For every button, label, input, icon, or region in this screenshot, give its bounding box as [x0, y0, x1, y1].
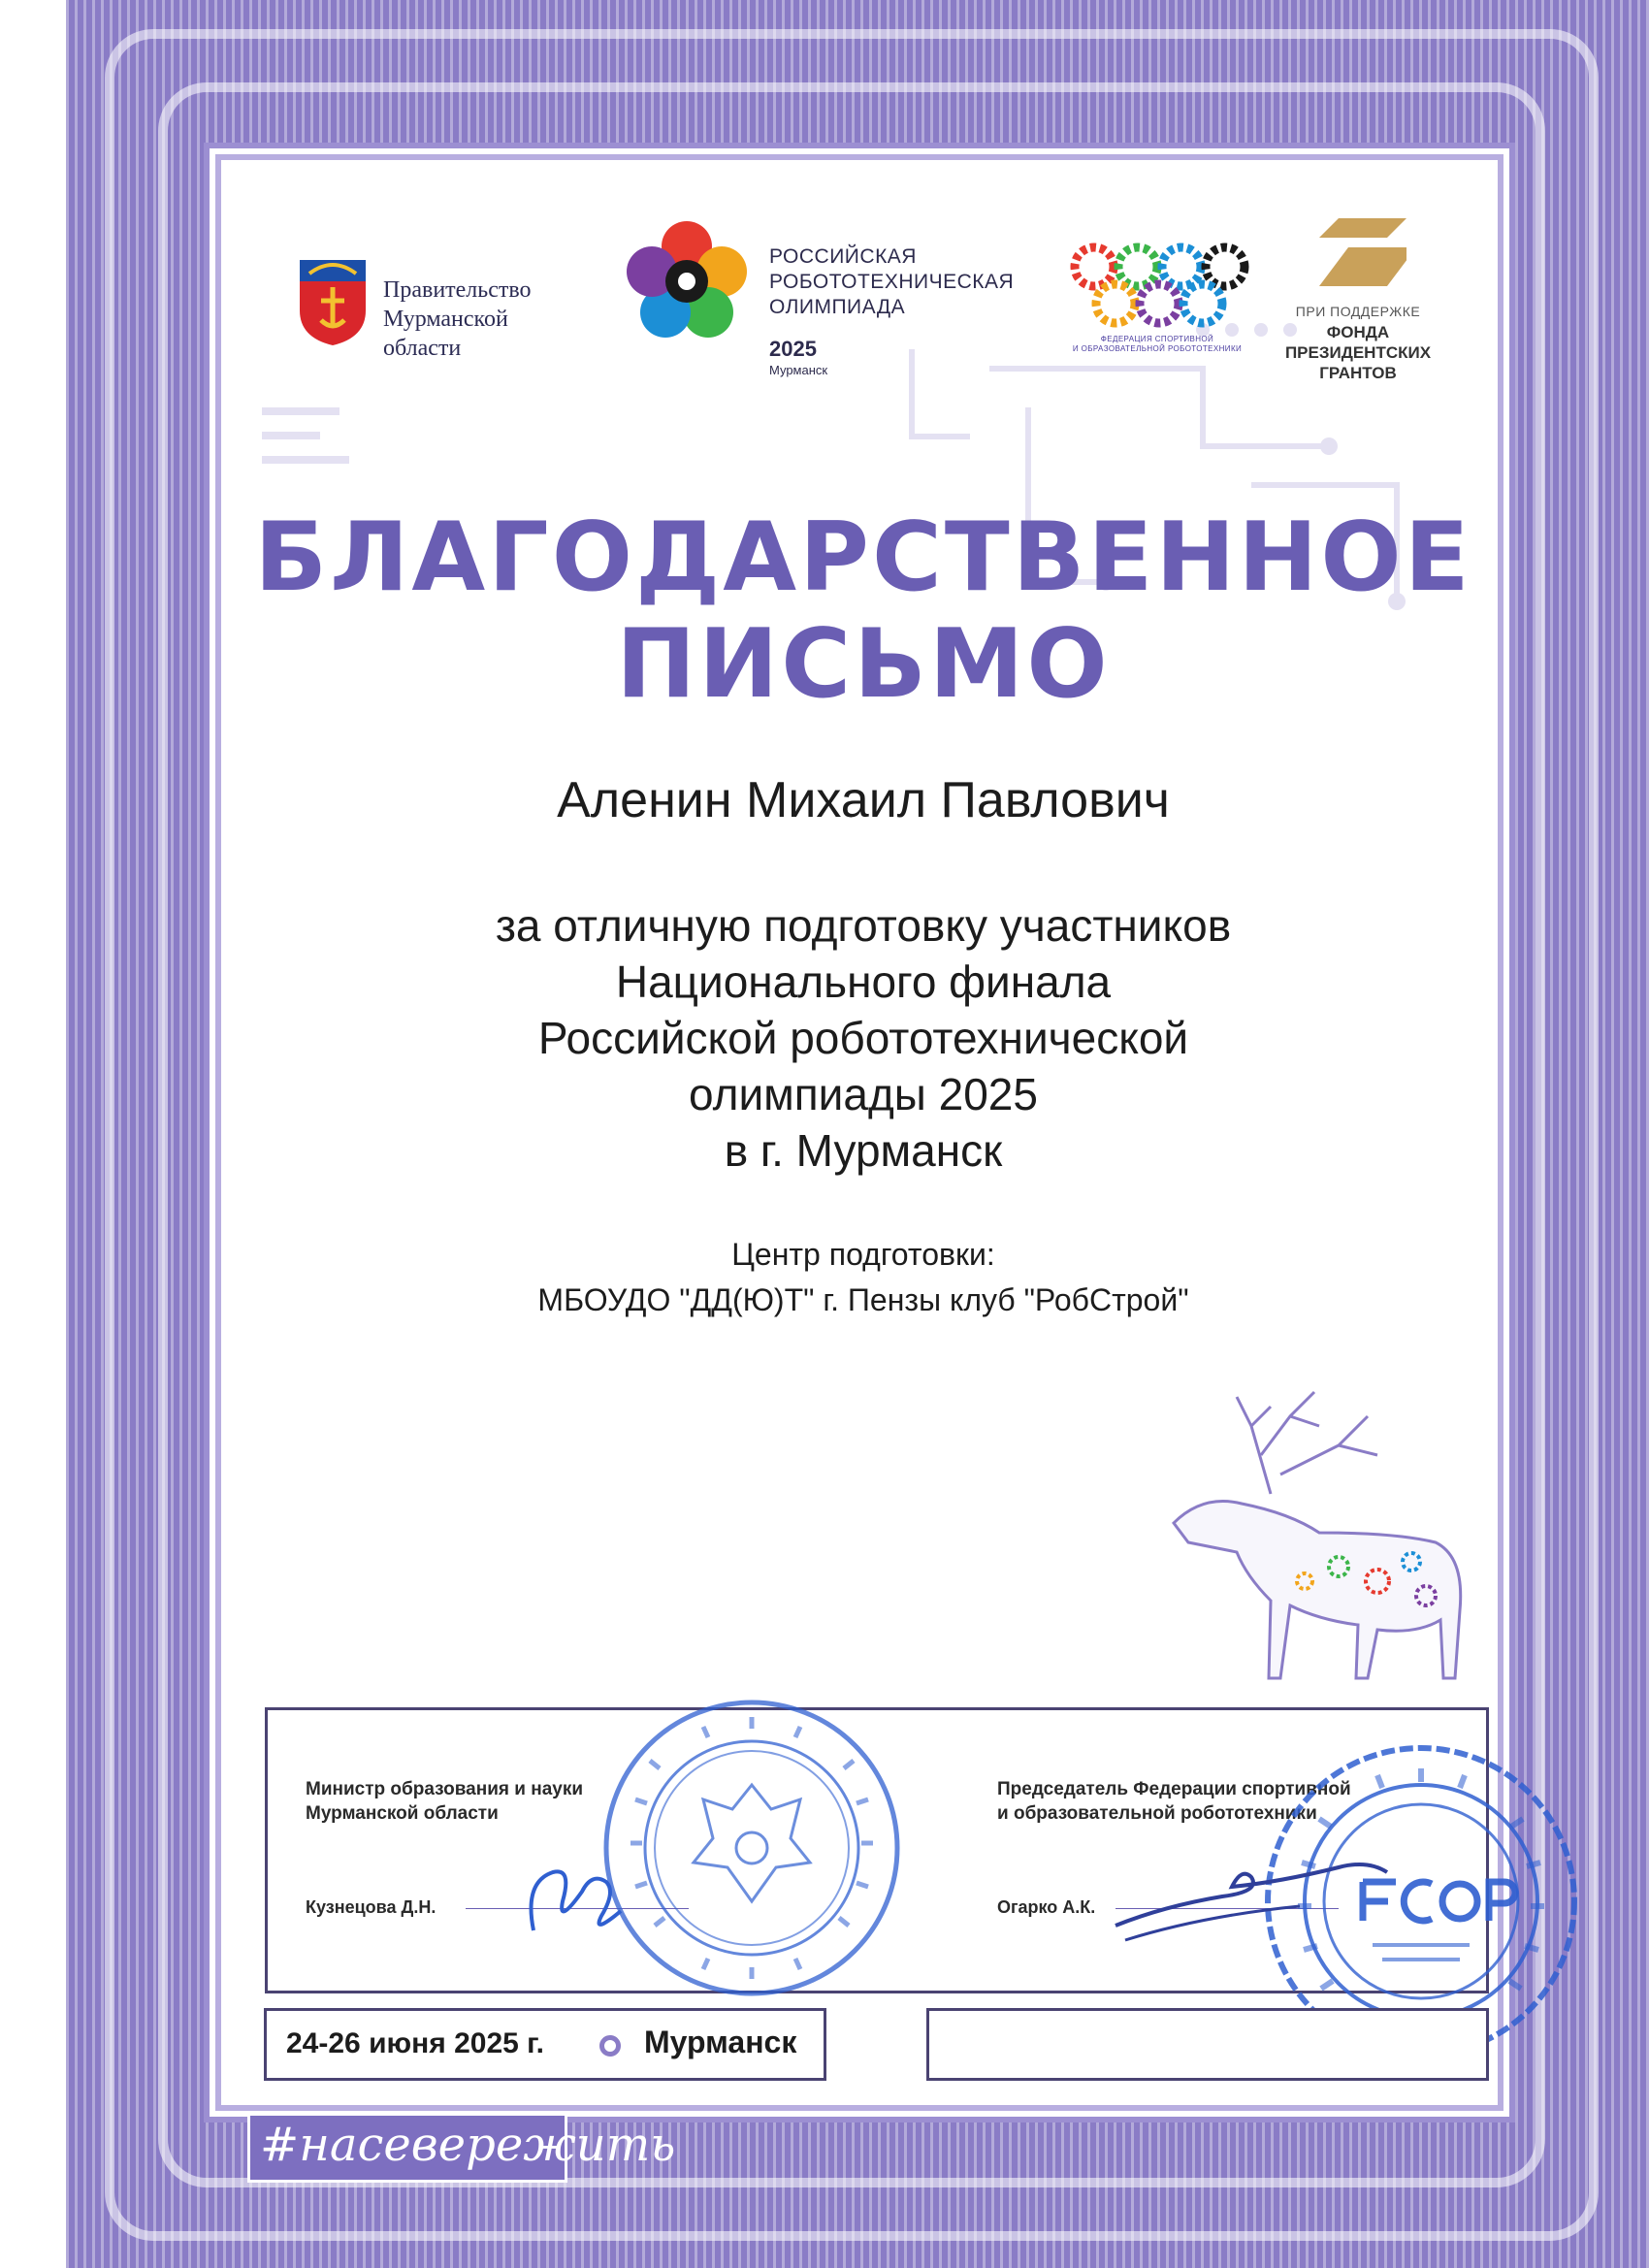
award-reason [233, 897, 1494, 1179]
event-date: 24-26 июня 2025 г. [286, 2027, 544, 2059]
coat-of-arms-icon [296, 250, 370, 347]
event-place: Мурманск [644, 2025, 797, 2059]
reason-line5: в г. Мурманск [724, 1125, 1003, 1176]
gov-logo-line1: Правительство [383, 277, 532, 303]
reason-line3: Российской робототехнической [537, 1013, 1189, 1063]
olympiad-flower-icon [619, 215, 755, 351]
document-title [233, 504, 1494, 718]
recipient-name: Аленин Михаил Павлович [557, 772, 1170, 828]
olympiad-line3: ОЛИМПИАДА [769, 296, 906, 318]
grants-supported-by: ПРИ ПОДДЕРЖКЕ [1295, 304, 1421, 319]
fsor-logo [1055, 238, 1259, 354]
right-handwritten-signature [1106, 1848, 1397, 1955]
right-title-line1: Председатель Федерации спортивной [997, 1779, 1351, 1799]
olympiad-logo [619, 215, 1026, 390]
training-center-name: МБОУДО "ДД(Ю)Т" г. Пензы клуб "РобСтрой" [537, 1282, 1189, 1317]
grants-mark-icon [1319, 218, 1406, 286]
right-title-line2: и образовательной робототехники [997, 1803, 1317, 1824]
left-signatory-name: Кузнецова Д.Н. [306, 1897, 436, 1917]
gov-logo-text [383, 275, 587, 363]
training-center-label: Центр подготовки: [731, 1237, 995, 1272]
olympiad-line2: РОБОТОТЕХНИЧЕСКАЯ [769, 271, 1015, 293]
fsor-caption-line2: И ОБРАЗОВАТЕЛЬНОЙ РОБОТОТЕХНИКИ [1072, 344, 1243, 353]
bullet-ring-icon [599, 2035, 621, 2057]
hashtag-text: #насевережить [260, 2118, 676, 2172]
left-signatory-title [306, 1777, 583, 1826]
left-title-line1: Министр образования и науки [306, 1779, 584, 1799]
left-title-line2: Мурманской области [306, 1803, 499, 1824]
fsor-caption [1055, 335, 1259, 354]
grants-line3: ГРАНТОВ [1319, 364, 1397, 382]
left-handwritten-signature [514, 1843, 630, 1950]
title-line2: ПИСЬМО [616, 609, 1111, 720]
title-line1: БЛАГОДАРСТВЕННОЕ [254, 502, 1472, 613]
presidential-grants-logo [1261, 218, 1455, 383]
grants-name [1261, 322, 1455, 383]
gears-icon [1065, 238, 1249, 330]
right-signatory-name: Огарко А.К. [997, 1897, 1096, 1917]
page-margin [0, 0, 66, 2268]
grants-line2: ПРЕЗИДЕНТСКИХ [1284, 343, 1432, 362]
grants-line1: ФОНДА [1326, 323, 1390, 341]
reason-line2: Национального финала [615, 956, 1112, 1007]
blank-field-box [926, 2008, 1489, 2081]
olympiad-year: 2025 [769, 337, 817, 361]
ministry-stamp [597, 1693, 907, 2003]
olympiad-city: Мурманск [769, 363, 828, 377]
fsor-caption-line1: ФЕДЕРАЦИЯ СПОРТИВНОЙ [1100, 335, 1214, 343]
gov-logo-line2: Мурманской области [383, 307, 508, 361]
olympiad-line1: РОССИЙСКАЯ [769, 245, 917, 268]
reason-line4: олимпиады 2025 [689, 1069, 1038, 1119]
deer-illustration [1145, 1387, 1494, 1707]
olympiad-name [769, 244, 1014, 320]
reason-line1: за отличную подготовку участников [495, 900, 1232, 951]
gov-murmansk-logo [296, 250, 587, 361]
